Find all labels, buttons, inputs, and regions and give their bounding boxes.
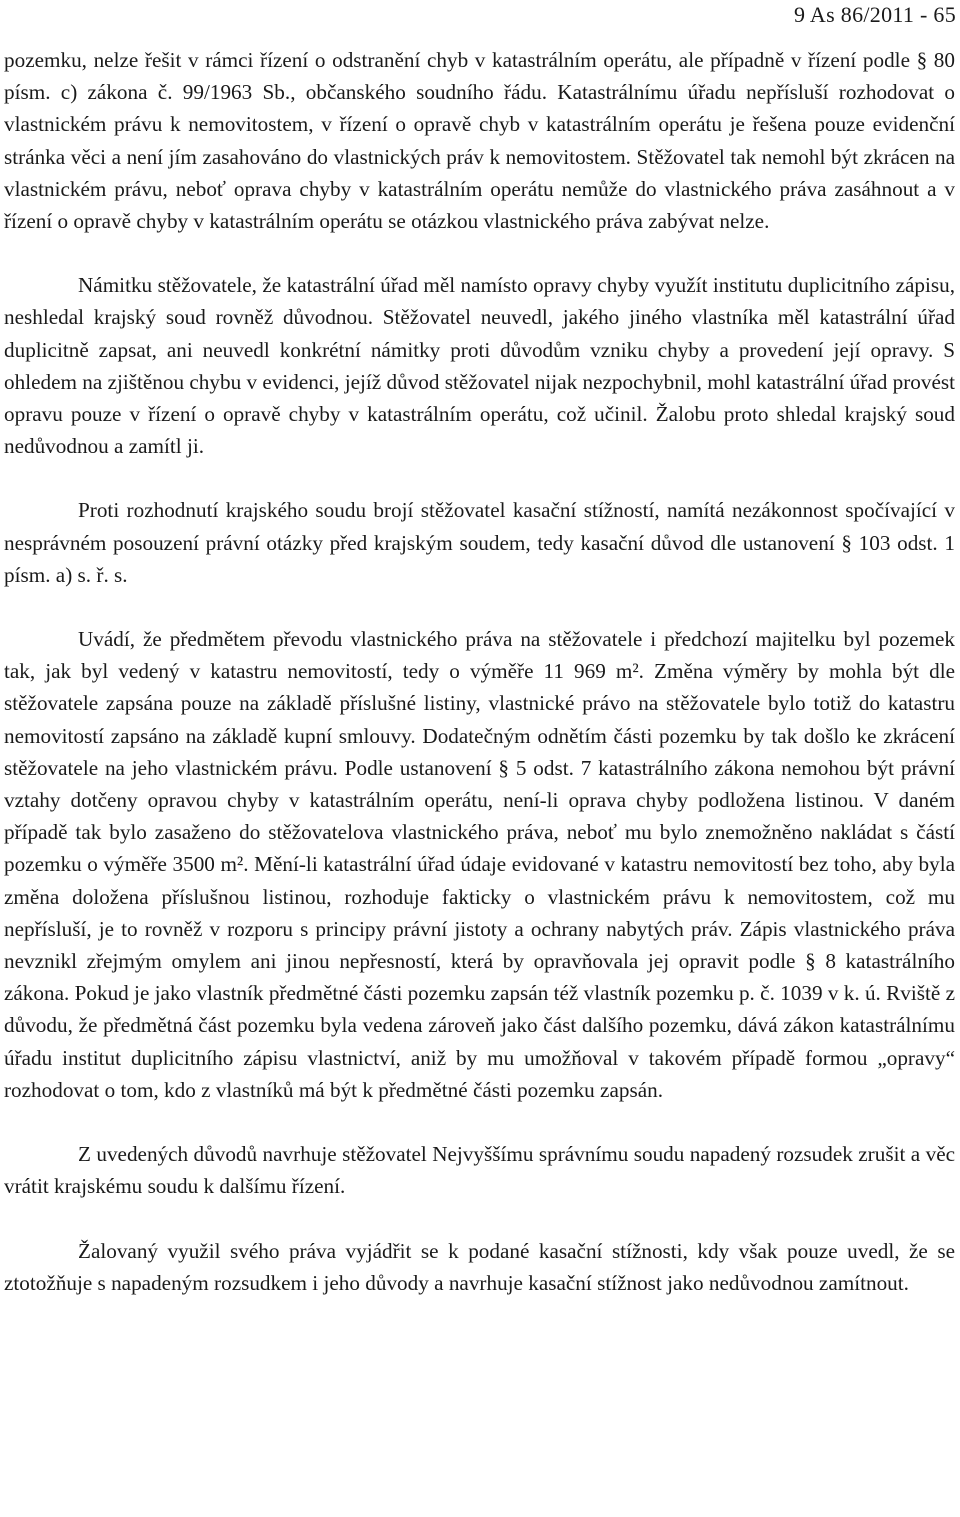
paragraph-cassation-complaint: Proti rozhodnutí krajského soudu brojí stěžovatel kasační stížností, namítá nezákonnost spočívající v nesprávném posouzení právní otázky před krajským soudem, tedy kasační důvod dle ustanovení § 103 odst. 1 písm. a) s. ř. s. <box>4 498 955 587</box>
paragraph-respondent-statement: Žalovaný využil svého práva vyjádřit se k podané kasační stížnosti, kdy však pouze uvedl, že se ztotožňuje s napadeným rozsudkem i jeho důvody a navrhuje kasační stížnost jako nedůvodnou zamítnout. <box>4 1238 955 1295</box>
paragraph-continuation: pozemku, nelze řešit v rámci řízení o odstranění chyb v katastrálním operátu, ale případně v řízení podle § 80 písm. c) zákona č. 99/1963 Sb., občanského soudního řádu. Katastrálnímu úřadu nepřísluší rozhodovat o vlastnickém právu k nemovitostem, v řízení o opravě chyb v katastrálním operátu je řešena pouze evidenční stránka věci a není jím zasahováno do vlastnických práv k nemovitostem. Stěžovatel tak nemohl být zkrácen na vlastnickém právu, neboť oprava chyby v katastrálním operátu nemůže do vlastnického práva zasáhnout a v řízení o opravě chyby v katastrálním operátu se otázkou vlastnického práva zabývat nelze. <box>4 48 955 234</box>
paragraph-proposal: Z uvedených důvodů navrhuje stěžovatel Nejvyššímu správnímu soudu napadený rozsudek zrušit a věc vrátit krajskému soudu k dalšímu řízení. <box>4 1142 955 1199</box>
document-body <box>4 44 955 1299</box>
paragraph-duplicate-entry-objection: Námitku stěžovatele, že katastrální úřad měl namísto opravy chyby využít institutu duplicitního zápisu, neshledal krajský soud rovněž důvodnou. Stěžovatel neuvedl, jakého jiného vlastníka měl katastrální úřad duplicitně zapsat, ani neuvedl konkrétní námitky proti důvodům vzniku chyby a provedení její opravy. S ohledem na zjištěnou chybu v evidenci, jejíž důvod stěžovatel nijak nezpochybnil, mohl katastrální úřad provést opravu pouze v řízení o opravě chyby v katastrálním operátu, což učinil. Žalobu proto shledal krajský soud nedůvodnou a zamítl ji. <box>4 273 955 459</box>
page-reference: 9 As 86/2011 - 65 <box>794 2 956 27</box>
paragraph-complainant-arguments: Uvádí, že předmětem převodu vlastnického práva na stěžovatele i předchozí majitelku byl pozemek tak, jak byl vedený v katastru nemovitostí, tedy o výměře 11 969 m². Změna výměry by mohla být dle stěžovatele zapsána pouze na základě příslušné listiny, vlastnické právo na stěžovatele bylo totiž do katastru nemovitostí zapsáno na základě kupní smlouvy. Dodatečným odnětím části pozemku by tak došlo ke zkrácení stěžovatele na jeho vlastnickém právu. Podle ustanovení § 5 odst. 7 katastrálního zákona nemohou být právní vztahy dotčeny opravou chyby v katastrálním operátu, není-li oprava chyby podložena listinou. V daném případě tak bylo zasaženo do stěžovatelova vlastnického práva, neboť mu bylo znemožněno nakládat s částí pozemku o výměře 3500 m². Mění-li katastrální úřad údaje evidované v katastru nemovitostí bez toho, aby byla změna doložena příslušnou listinou, rozhoduje fakticky o vlastnickém právu k nemovitostem, což mu nepřísluší, je to rovněž v rozporu s principy právní jistoty a ochrany nabytých práv. Zápis vlastnického práva nevznikl zřejmým omylem ani jinou nepřesností, která by opravňovala jej opravit podle § 8 katastrálního zákona. Pokud je jako vlastník předmětné části pozemku zapsán též vlastník pozemku p. č. 1039 v k. ú. Rviště z důvodu, že předmětná část pozemku byla vedena zároveň jako část dalšího pozemku, dává zákon katastrálnímu úřadu institut duplicitního zápisu vlastnictví, aniž by mu umožňoval v takovém případě formou „opravy“ rozhodovat o tom, kdo z vlastníků má být k předmětné části pozemku zapsán. <box>4 627 955 1102</box>
